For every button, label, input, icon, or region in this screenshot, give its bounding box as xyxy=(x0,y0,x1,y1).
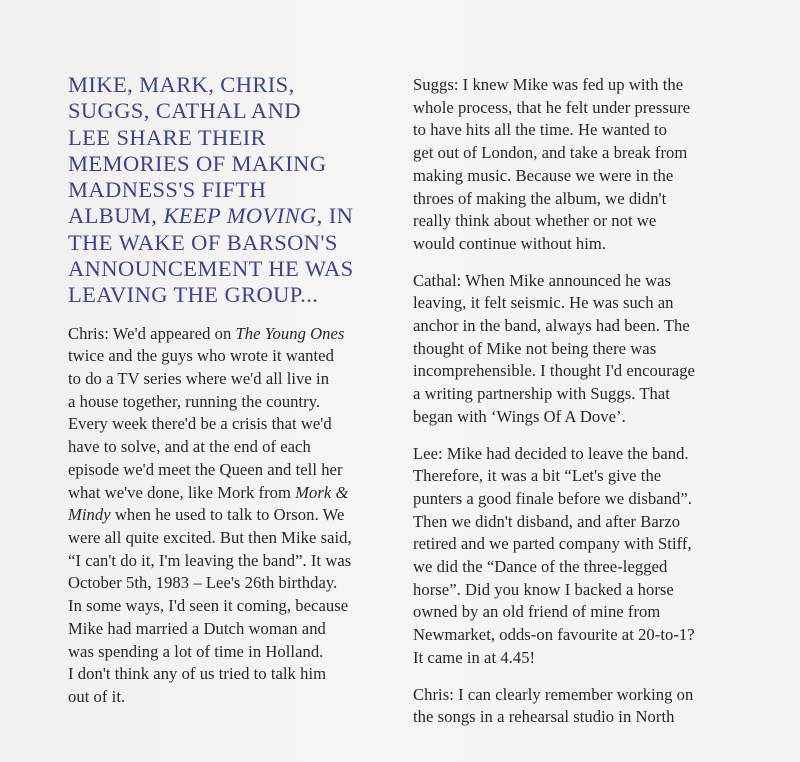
text-line: out of it. xyxy=(68,686,126,706)
headline-line: LEAVING THE GROUP... xyxy=(68,282,319,308)
text-line: Every week there'd be a crisis that we'd xyxy=(68,414,332,434)
cathal-paragraph xyxy=(413,270,743,429)
headline-line: MEMORIES OF MAKING xyxy=(68,150,327,176)
text-line xyxy=(68,482,388,505)
text-line: Newmarket, odds-on favourite at 20-to-1? xyxy=(413,625,695,645)
text-line: Therefore, it was a bit “Let's give the xyxy=(413,466,662,486)
text-line: a house together, running the country. xyxy=(68,391,321,411)
text-line: throes of making the album, we didn't xyxy=(413,188,667,208)
text-line: owned by an old friend of mine from xyxy=(413,602,661,622)
headline-line: LEE SHARE THEIR xyxy=(68,124,267,150)
headline-line-part: , IN xyxy=(316,203,354,229)
text-line: Suggs: I knew Mike was fed up with the xyxy=(413,75,684,94)
suggs-paragraph xyxy=(413,74,743,256)
show-title: Mork & xyxy=(295,482,349,502)
text-line: Lee: Mike had decided to leave the band. xyxy=(413,443,689,463)
show-title: Mindy xyxy=(68,505,111,525)
text-line: whole process, that he felt under pressure xyxy=(413,97,691,117)
text-line xyxy=(68,504,388,527)
text-line: was spending a lot of time in Holland. xyxy=(68,641,324,661)
headline-line: MADNESS'S FIFTH xyxy=(68,177,267,203)
text-line: get out of London, and take a break from xyxy=(413,143,688,163)
show-title: The Young Ones xyxy=(235,323,345,343)
text-line xyxy=(68,323,388,346)
text-line: twice and the guys who wrote it wanted xyxy=(68,346,334,366)
text-line: horse”. Did you know I backed a horse xyxy=(413,579,674,599)
text-line: In some ways, I'd seen it coming, because xyxy=(68,596,349,616)
text-line: Then we didn't disband, and after Barzo xyxy=(413,511,681,531)
text-line: really think about whether or not we xyxy=(413,211,657,231)
text-line: were all quite excited. But then Mike said, xyxy=(68,528,352,547)
lee-paragraph xyxy=(413,443,743,670)
text-line: the songs in a rehearsal studio in North xyxy=(413,707,675,727)
text-line: to do a TV series where we'd all live in xyxy=(68,369,330,389)
text-line: have to solve, and at the end of each xyxy=(68,437,311,457)
text-line: anchor in the band, always had been. The xyxy=(413,316,690,336)
text-part: when he used to talk to Orson. We xyxy=(110,505,345,525)
text-line: Cathal: When Mike announced he was xyxy=(413,270,672,290)
headline-line: MIKE, MARK, CHRIS, xyxy=(68,72,295,97)
text-line: retired and we parted company with Stiff, xyxy=(413,534,692,554)
headline-line: THE WAKE OF BARSON'S xyxy=(68,229,338,255)
text-line: I don't think any of us tried to talk him xyxy=(68,664,327,684)
text-part: Chris: We'd appeared on xyxy=(68,323,236,343)
headline-line-part: ALBUM, xyxy=(68,203,164,229)
text-line: Mike had married a Dutch woman and xyxy=(68,618,326,638)
text-line: making music. Because we were in the xyxy=(413,165,674,185)
text-line: thought of Mike not being there was xyxy=(413,338,657,358)
text-line: to have hits all the time. He wanted to xyxy=(413,120,668,140)
text-line: began with ‘Wings Of A Dove’. xyxy=(413,406,626,426)
headline xyxy=(68,72,388,309)
right-column xyxy=(413,74,743,743)
headline-line: ANNOUNCEMENT HE WAS xyxy=(68,256,354,282)
headline-line: SUGGS, CATHAL AND xyxy=(68,98,301,124)
text-line: leaving, it felt seismic. He was such an xyxy=(413,293,674,313)
left-column xyxy=(68,72,388,723)
chris-paragraph-2 xyxy=(413,684,743,729)
text-line: “I can't do it, I'm leaving the band”. It was xyxy=(68,550,352,570)
headline-line xyxy=(68,203,388,229)
chris-paragraph xyxy=(68,323,388,709)
text-part: what we've done, like Mork from xyxy=(68,482,296,502)
text-line: episode we'd meet the Queen and tell her xyxy=(68,459,343,479)
text-line: punters a good finale before we disband”. xyxy=(413,488,692,508)
text-line: a writing partnership with Suggs. That xyxy=(413,384,670,404)
text-line: It came in at 4.45! xyxy=(413,647,536,667)
text-line: would continue without him. xyxy=(413,233,607,253)
text-line: we did the “Dance of the three-legged xyxy=(413,557,668,577)
album-title: KEEP MOVING xyxy=(163,203,317,229)
text-line: October 5th, 1983 – Lee's 26th birthday. xyxy=(68,573,338,593)
text-line: incomprehensible. I thought I'd encourage xyxy=(413,361,695,381)
text-line: Chris: I can clearly remember working on xyxy=(413,684,694,704)
